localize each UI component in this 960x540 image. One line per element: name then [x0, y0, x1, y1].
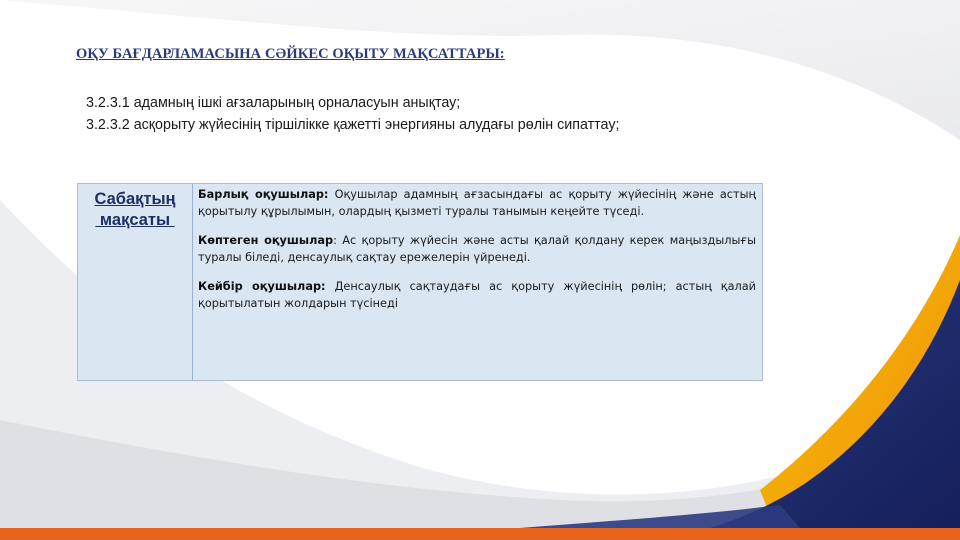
goal-group-title: Кейбір оқушылар:	[198, 280, 326, 293]
goal-label-line2: мақсаты	[95, 211, 175, 229]
goal-group-most	[198, 233, 756, 266]
goal-group-title: Көптеген оқушылар	[198, 234, 334, 247]
goal-label-cell	[78, 184, 193, 380]
goal-label-line1: Сабақтың	[94, 190, 176, 208]
objective-item: 3.2.3.2 асқорыту жүйесінің тіршілікке қажетті энергияны алудағы рөлін сипаттау;	[86, 117, 620, 133]
objective-item: 3.2.3.1 адамның ішкі ағзаларының орналасуын анықтау;	[86, 95, 461, 111]
learning-objectives	[86, 92, 619, 136]
goal-group-text: : Ас қорыту жүйесін және асты қалай қолдану керек маңыздылығы туралы біледі, денсаулық сақтау ережелерін үйренеді.	[198, 234, 756, 264]
goal-group-all	[198, 187, 756, 220]
goal-content-cell	[193, 184, 762, 380]
page-title: ОҚУ БАҒДАРЛАМАСЫНА СӘЙКЕС ОҚЫТУ МАҚСАТТАРЫ:	[76, 46, 505, 62]
goal-group-title: Барлық оқушылар:	[198, 188, 329, 201]
lesson-goal-table	[77, 183, 763, 381]
goal-group-text: Оқушылар адамның ағзасындағы ас қорыту жүйесінің және астың қорытылу құрылымын, олардың қызметі туралы танымын кеңейте түседі.	[198, 188, 756, 218]
goal-group-text: Денсаулық сақтаудағы ас қорыту жүйесінің рөлін; астың қалай қорытылатын жолдарын түсінеді	[198, 280, 756, 310]
goal-group-some	[198, 279, 756, 312]
